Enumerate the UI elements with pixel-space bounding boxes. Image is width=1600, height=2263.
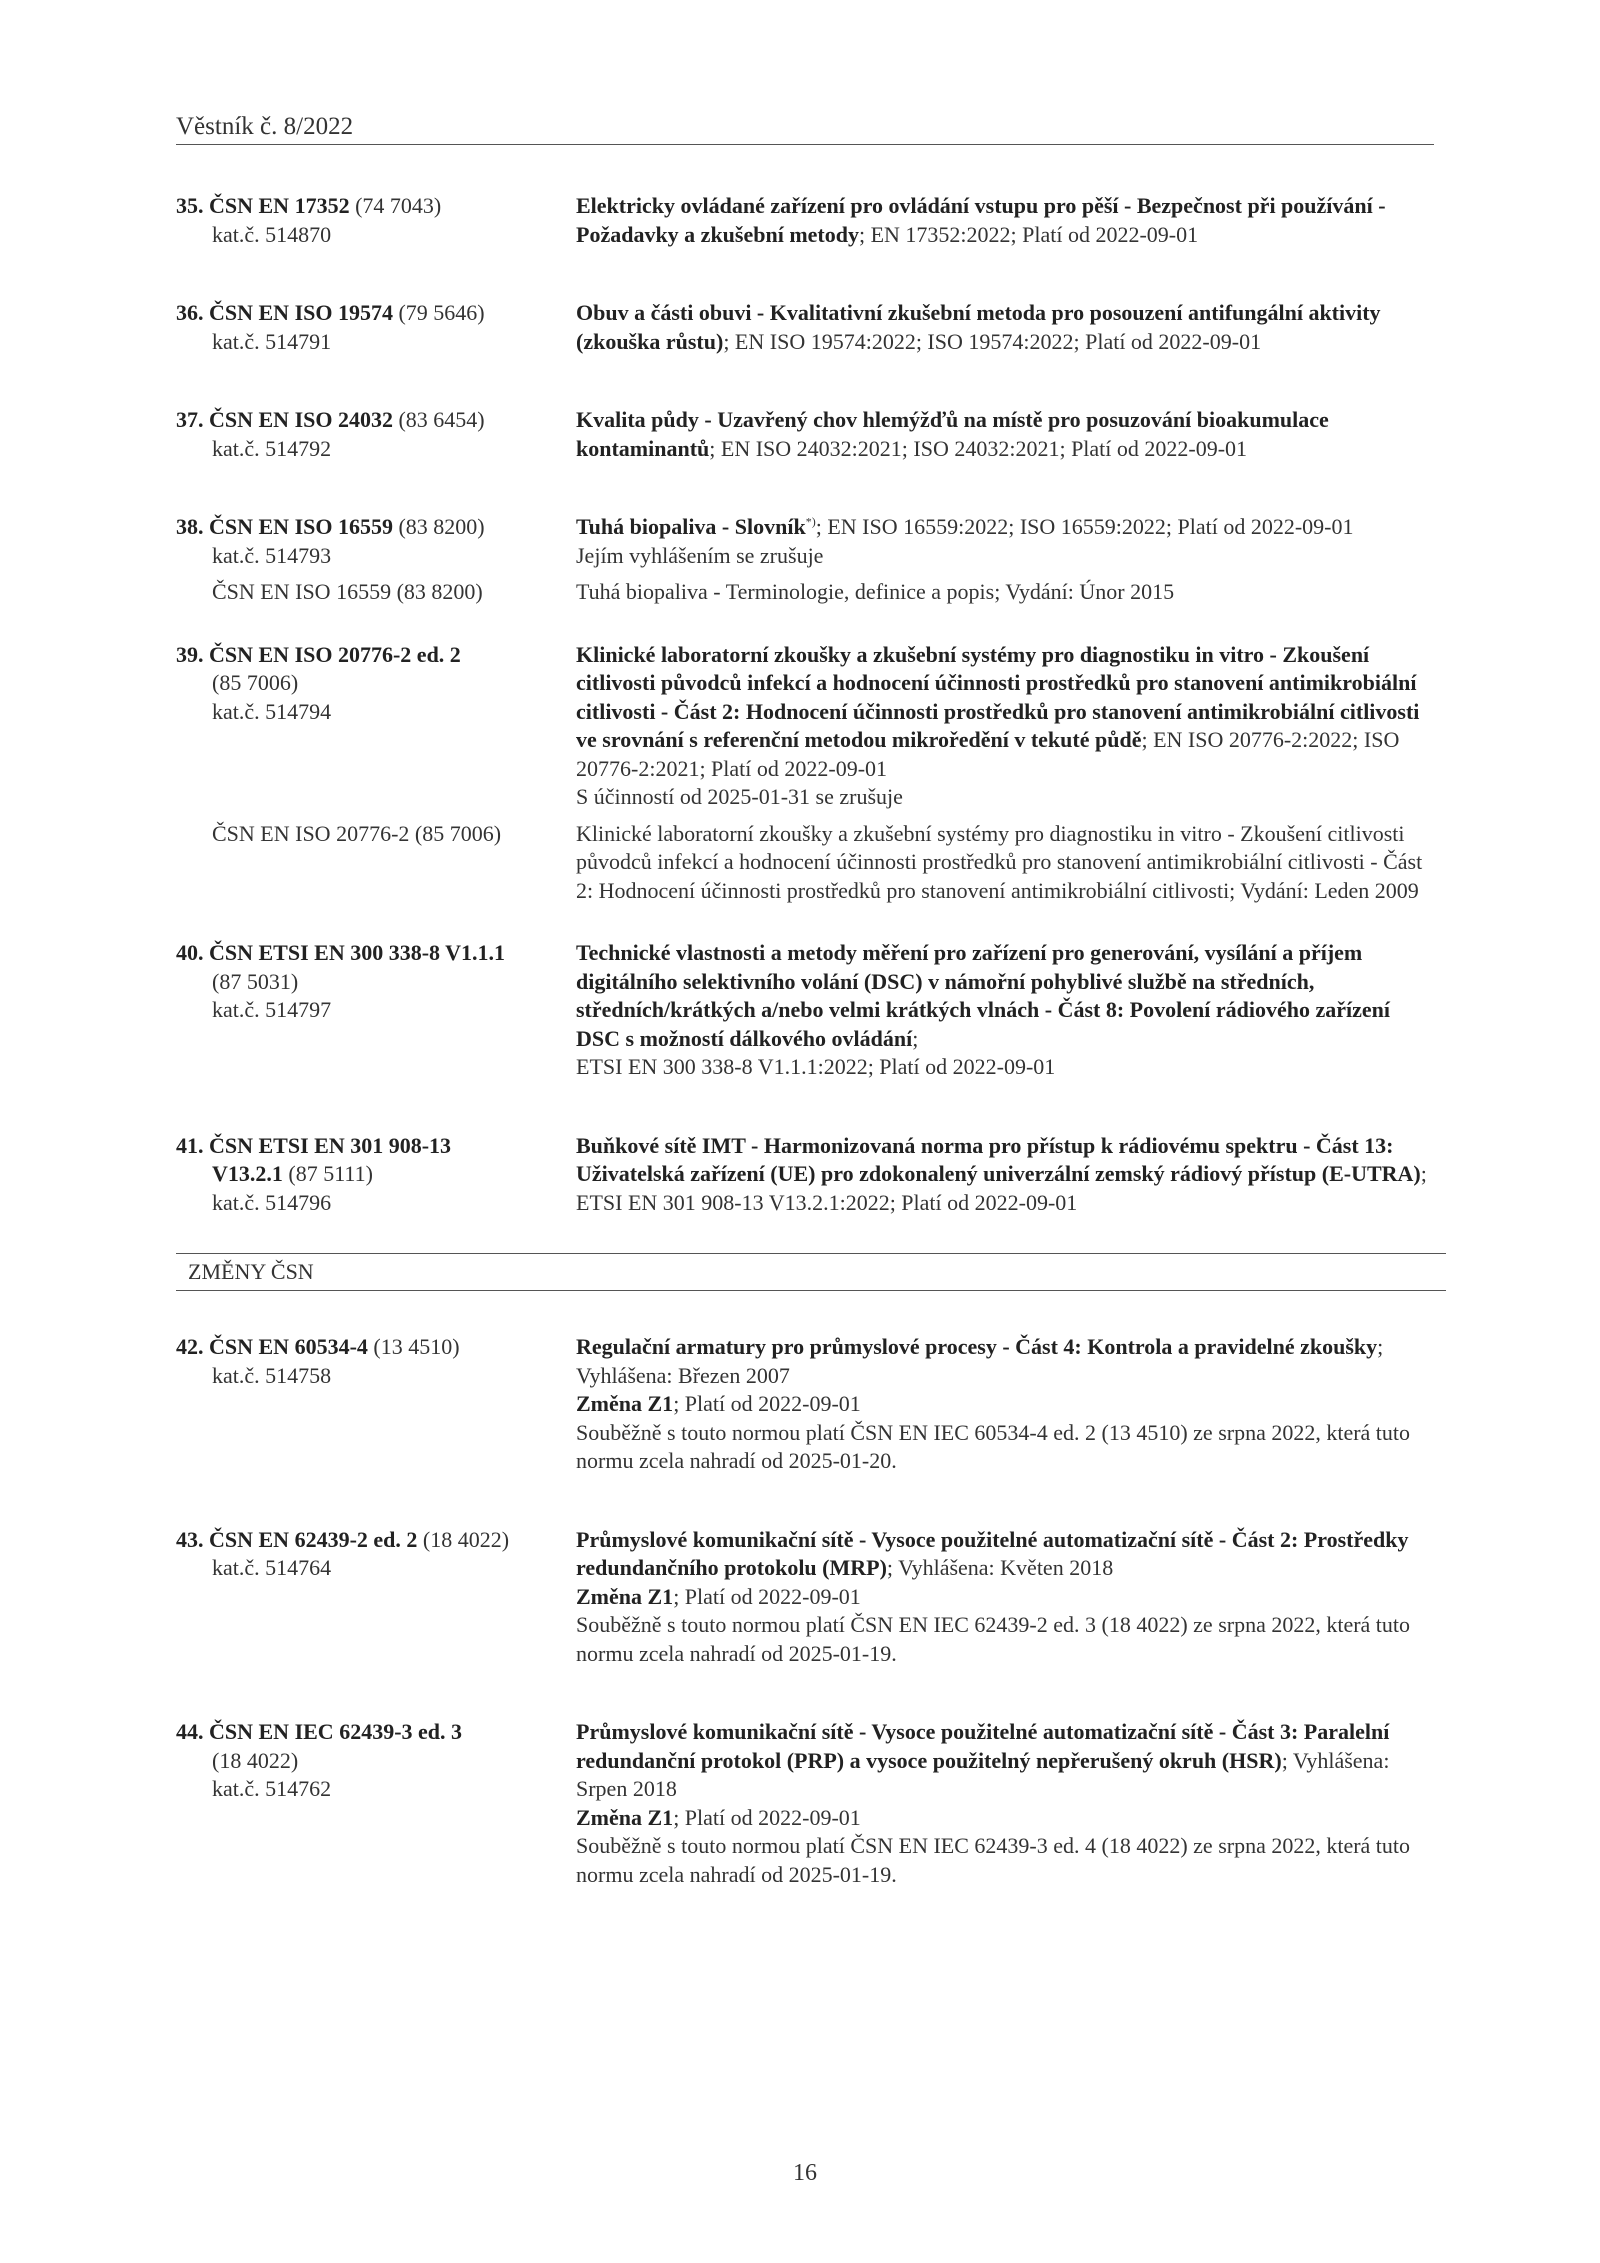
standard-title: Tuhá biopaliva - Slovník [576, 514, 806, 539]
entry-number: 44. [176, 1719, 204, 1744]
change-details: ; Platí od 2022-09-01 [673, 1391, 861, 1416]
entry-number: 43. [176, 1526, 204, 1552]
standard-title: Regulační armatury pro průmyslové procesy - Část 4: Kontrola a pravidelné zkoušky [576, 1334, 1378, 1359]
entries-list [176, 192, 1434, 1939]
change-label: Změna Z1 [576, 1804, 674, 1830]
catalog-number: kat.č. 514762 [212, 1776, 332, 1801]
withdrawal-note: Jejím vyhlášením se zrušuje [576, 542, 824, 568]
class-code: (87 5031) [212, 968, 299, 994]
standard-details: ; EN ISO 16559:2022; ISO 16559:2022; Platí od 2022-09-01 [815, 514, 1354, 539]
class-code: (13 4510) [373, 1334, 460, 1359]
change-note: Souběžně s touto normou platí ČSN EN IEC 60534-4 ed. 2 (13 4510) ze srpna 2022, která tuto normu zcela nahradí od 2025-01-20. [576, 1419, 1411, 1473]
change-entry [176, 1333, 1434, 1476]
standard-code: ČSN EN 60534-4 [209, 1334, 368, 1359]
class-code: (18 4022) [212, 1747, 299, 1773]
standard-title: Průmyslové komunikační sítě - Vysoce použitelné automatizační sítě - Část 3: Paralelní redundanční protokol (PRP) a vysoce použitelný nepřerušený okruh (HSR) [576, 1719, 1390, 1773]
standard-code: ČSN EN ISO 24032 [209, 407, 393, 432]
catalog-number: kat.č. 514764 [212, 1555, 332, 1580]
standard-details: ; EN ISO 24032:2021; ISO 24032:2021; Platí od 2022-09-01 [709, 435, 1248, 461]
standard-code-version: V13.2.1 [212, 1161, 283, 1186]
replaced-standard-title: Klinické laboratorní zkoušky a zkušební systémy pro diagnostiku in vitro - Zkoušení citlivosti původců infekcí a hodnocení účinnosti prostředků pro stanovení antimikrobiální citlivosti - Část 2: Hodnocení účinnosti prostředků pro stanovení antimikrobiální citlivosti; Vydání: Leden 2009 [576, 820, 1423, 903]
entry-number: 35. [176, 193, 204, 218]
standard-details: ; EN ISO 19574:2022; ISO 19574:2022; Platí od 2022-09-01 [723, 328, 1262, 354]
standard-title: Buňkové sítě IMT - Harmonizovaná norma pro přístup k rádiovému spektru - Část 13: Uživatelská zařízení (UE) pro zdokonalený univerzální zemský rádiový přístup (E-UTRA) [576, 1132, 1421, 1186]
change-details: ; Platí od 2022-09-01 [673, 1804, 861, 1830]
standard-code: ČSN EN IEC 62439-3 ed. 3 [209, 1719, 463, 1744]
entry-number: 41. [176, 1132, 204, 1158]
catalog-number: kat.č. 514793 [212, 542, 332, 568]
change-details: ; Platí od 2022-09-01 [673, 1583, 861, 1609]
standard-entry [176, 1132, 1434, 1218]
change-note: Souběžně s touto normou platí ČSN EN IEC 62439-2 ed. 3 (18 4022) ze srpna 2022, která tuto normu zcela nahradí od 2025-01-19. [576, 1612, 1411, 1666]
catalog-number: kat.č. 514792 [212, 435, 332, 461]
standard-entry [176, 406, 1434, 463]
standard-code: ČSN ETSI EN 300 338-8 V1.1.1 [209, 940, 506, 965]
standard-entry [176, 641, 1434, 906]
change-entry [176, 1718, 1434, 1889]
standard-entry [176, 939, 1434, 1082]
standard-details: ; Vyhlášena: Březen 2007 [576, 1334, 1384, 1388]
standard-title: Elektricky ovládané zařízení pro ovládání vstupu pro pěší - Bezpečnost při používání - Požadavky a zkušební metody [576, 193, 1386, 247]
withdrawal-note: S účinností od 2025-01-31 se zrušuje [576, 784, 903, 809]
replaced-standard-code: ČSN EN ISO 16559 (83 8200) [212, 579, 483, 604]
standard-entry [176, 299, 1434, 356]
standard-code: ČSN EN 17352 [209, 193, 350, 218]
standard-title: Klinické laboratorní zkoušky a zkušební systémy pro diagnostiku in vitro - Zkoušení citlivosti původců infekcí a hodnocení účinnosti prostředků pro stanovení antimikrobiální citlivosti - Část 2: Hodnocení účinnosti prostředků pro stanovení antimikrobiální citlivosti ve srovnání s referenční metodou mikroředění v tekuté půdě [576, 641, 1420, 752]
change-note: Souběžně s touto normou platí ČSN EN IEC 62439-3 ed. 4 (18 4022) ze srpna 2022, která tuto normu zcela nahradí od 2025-01-19. [576, 1833, 1411, 1887]
standard-code: ČSN EN ISO 19574 [209, 300, 393, 325]
footnote-marker: *) [805, 514, 816, 529]
catalog-number: kat.č. 514870 [212, 221, 332, 247]
standard-title: Průmyslové komunikační sítě - Vysoce použitelné automatizační sítě - Část 2: Prostředky redundančního protokolu (MRP) [576, 1526, 1409, 1580]
replaced-standard-code: ČSN EN ISO 20776-2 (85 7006) [212, 820, 502, 846]
standard-details: ; ETSI EN 301 908-13 V13.2.1:2022; Platí od 2022-09-01 [576, 1161, 1427, 1215]
catalog-number: kat.č. 514796 [212, 1189, 332, 1215]
replaced-standard-title: Tuhá biopaliva - Terminologie, definice a popis; Vydání: Únor 2015 [576, 579, 1175, 604]
catalog-number: kat.č. 514794 [212, 698, 332, 724]
catalog-number: kat.č. 514791 [212, 328, 332, 354]
standard-details: ; [912, 1025, 919, 1051]
entry-number: 37. [176, 407, 204, 432]
class-code: (85 7006) [212, 670, 299, 695]
entry-number: 42. [176, 1334, 204, 1359]
class-code: (83 8200) [398, 514, 485, 539]
entry-number: 39. [176, 641, 204, 667]
standard-code: ČSN EN 62439-2 ed. 2 [209, 1526, 418, 1552]
change-label: Změna Z1 [576, 1583, 674, 1609]
class-code: (74 7043) [355, 193, 442, 218]
standard-details: ; EN 17352:2022; Platí od 2022-09-01 [858, 221, 1199, 247]
catalog-number: kat.č. 514797 [212, 997, 332, 1022]
standard-details: ; Vyhlášena: Květen 2018 [886, 1555, 1114, 1580]
standard-entry [176, 513, 1434, 607]
standard-details-line: ETSI EN 300 338-8 V1.1.1:2022; Platí od 2022-09-01 [576, 1054, 1056, 1079]
standard-code: ČSN ETSI EN 301 908-13 [209, 1132, 452, 1158]
page-number: 16 [793, 2160, 817, 2186]
section-heading: ZMĚNY ČSN [176, 1253, 1446, 1291]
change-label: Změna Z1 [576, 1391, 674, 1416]
standard-title: Obuv a části obuvi - Kvalitativní zkušební metoda pro posouzení antifungální aktivity (zkouška růstu) [576, 300, 1381, 354]
standard-title: Kvalita půdy - Uzavřený chov hlemýžďů na místě pro posuzování bioakumulace kontaminantů [576, 407, 1329, 461]
page-header: Věstník č. 8/2022 [176, 112, 1434, 145]
class-code: (83 6454) [398, 407, 485, 432]
entry-number: 36. [176, 300, 204, 325]
standard-entry [176, 192, 1434, 249]
entry-number: 40. [176, 940, 204, 965]
change-entry [176, 1526, 1434, 1669]
class-code: (87 5111) [288, 1161, 373, 1186]
class-code: (18 4022) [422, 1526, 510, 1552]
standard-title: Technické vlastnosti a metody měření pro zařízení pro generování, vysílání a příjem digitálního selektivního volání (DSC) v námořní pohyblivé službě na středních, středních/krátkých a/nebo velmi krátkých vlnách - Část 8: Povolení rádiového zařízení DSC s možností dálkového ovládání [576, 940, 1390, 1051]
standard-details: ; EN ISO 20776-2:2022; ISO 20776-2:2021; Platí od 2022-09-01 [576, 727, 1400, 781]
standard-code: ČSN EN ISO 20776-2 ed. 2 [209, 641, 461, 667]
standard-details: ; Vyhlášena: Srpen 2018 [576, 1747, 1390, 1801]
catalog-number: kat.č. 514758 [212, 1362, 332, 1388]
class-code: (79 5646) [398, 300, 485, 325]
entry-number: 38. [176, 514, 204, 539]
standard-code: ČSN EN ISO 16559 [209, 514, 393, 539]
